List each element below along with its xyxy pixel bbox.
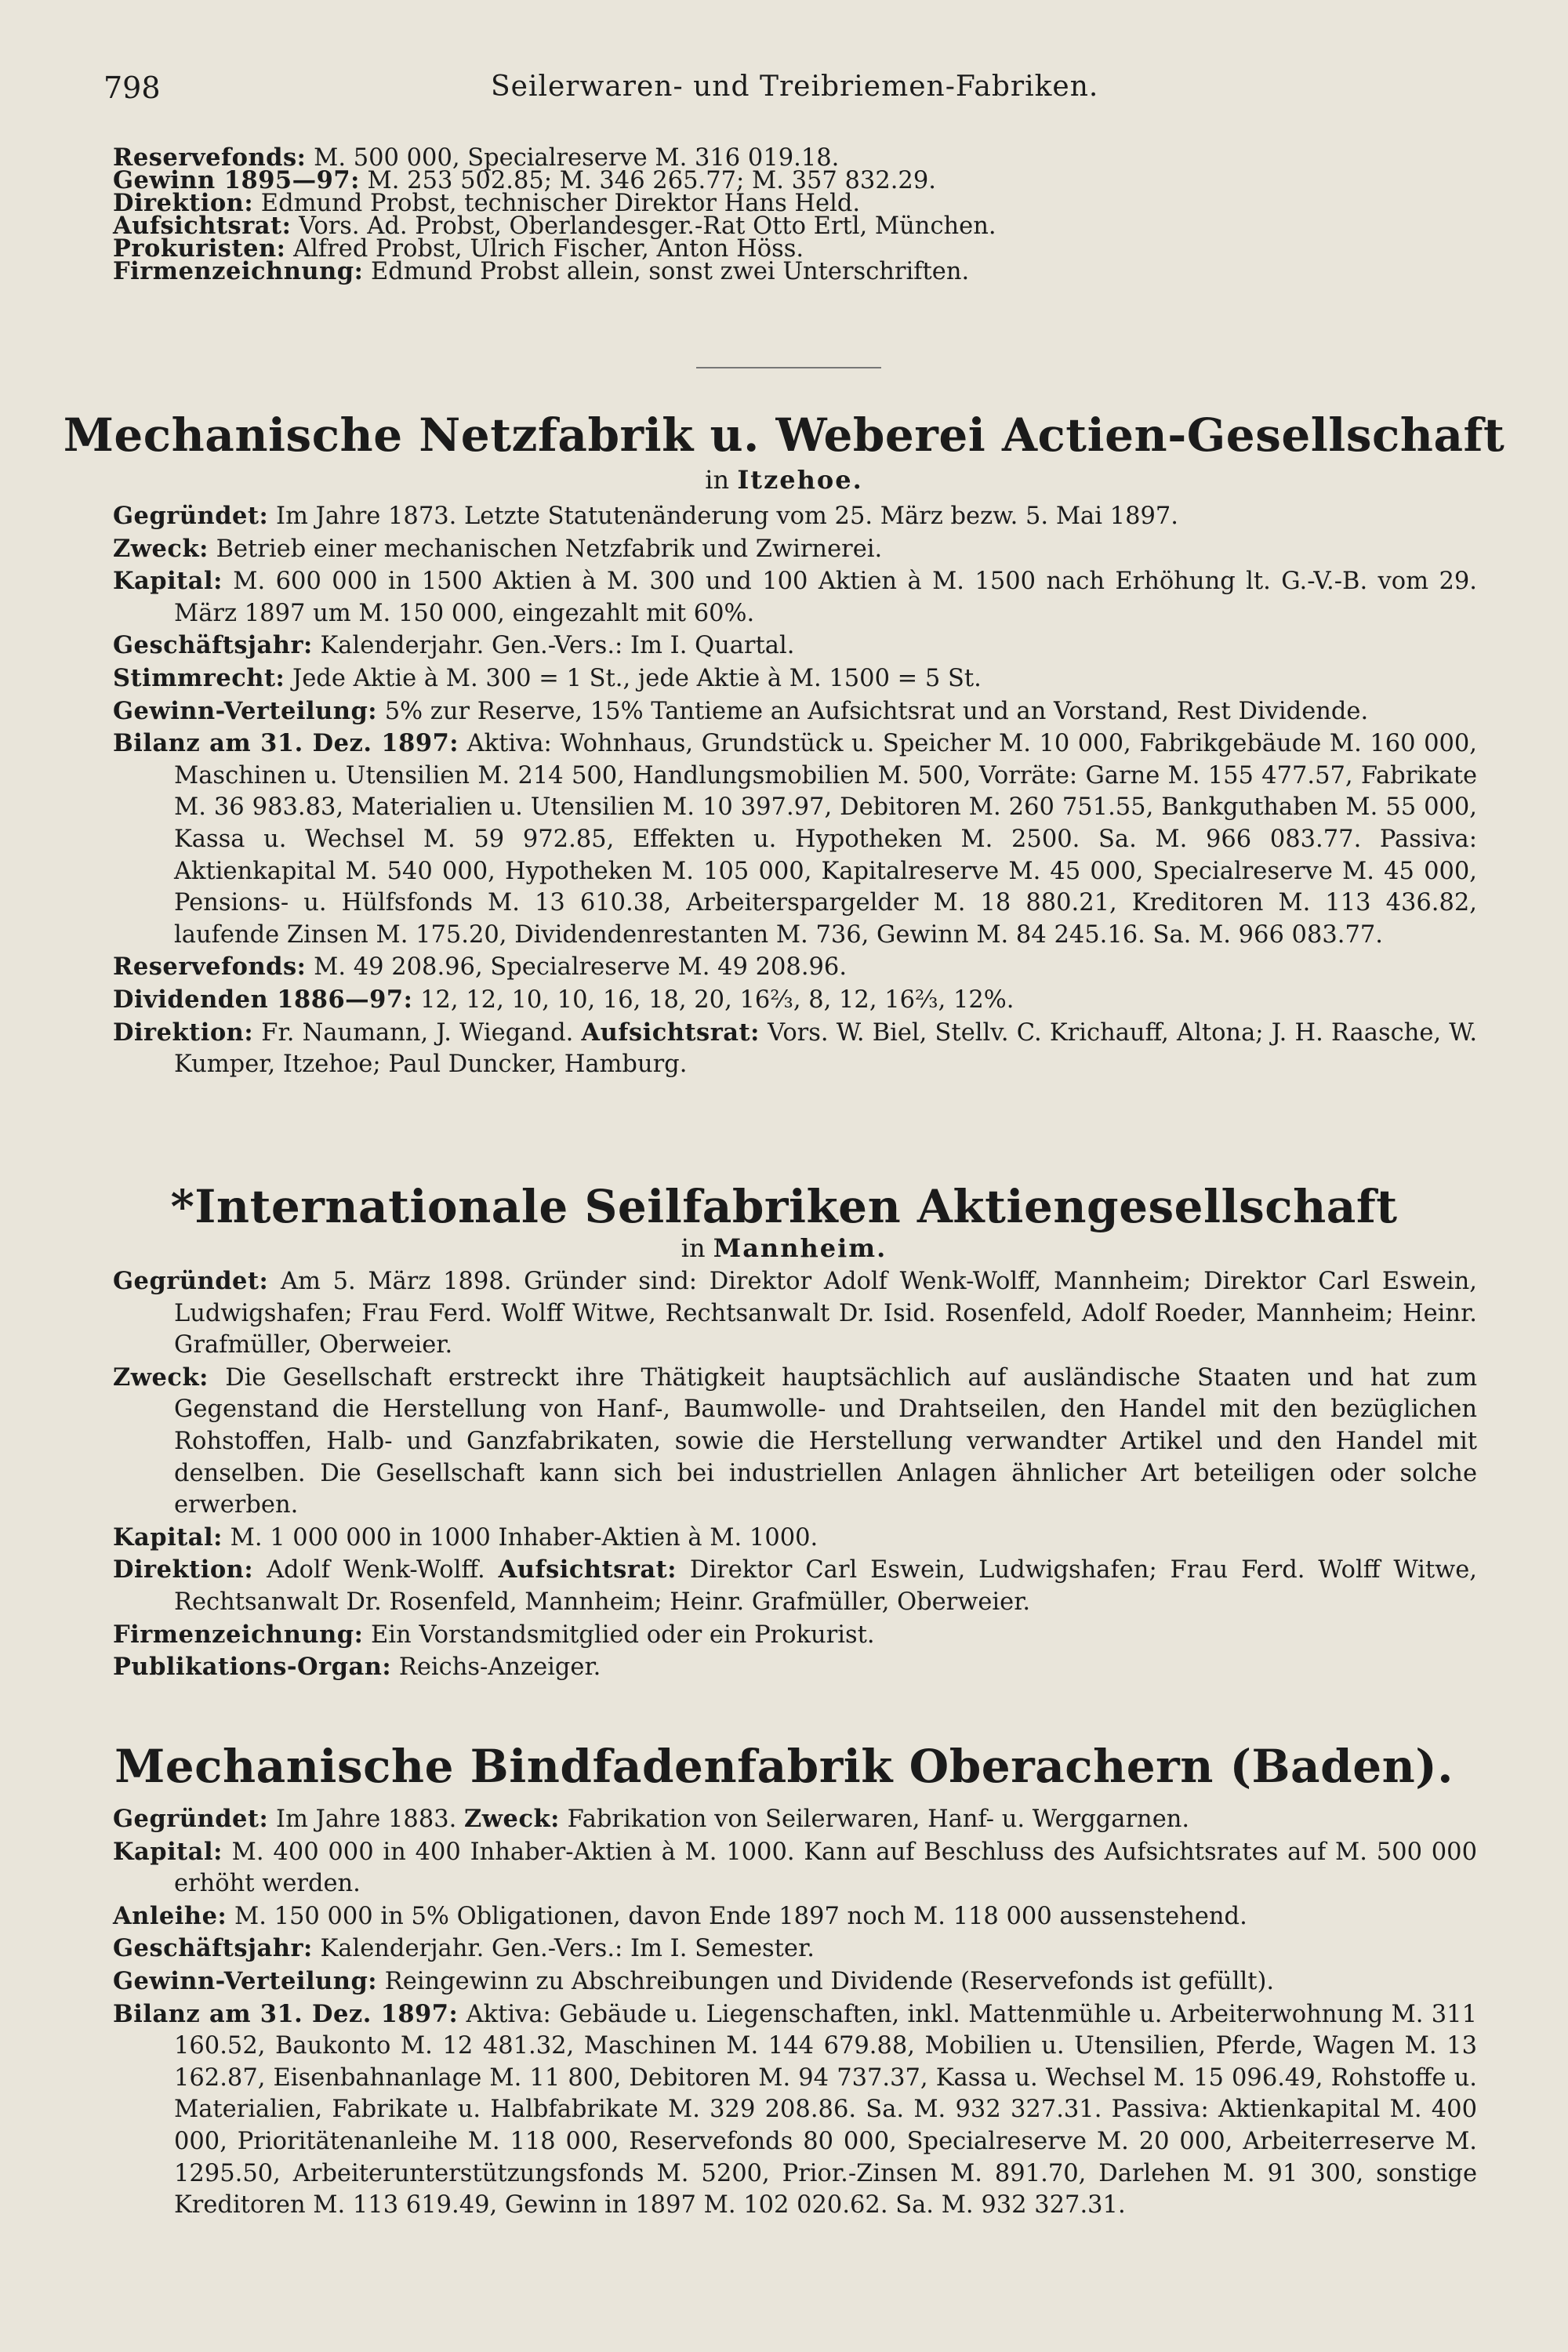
- company-title-seilfabriken: *Internationale Seilfabriken Aktiengesellschaft: [170, 1180, 1398, 1233]
- company-body-seilfabriken: [113, 1265, 1477, 1684]
- company-title-netzfabrik: Mechanische Netzfabrik u. Weberei Actien-Gesellschaft: [63, 408, 1505, 462]
- entry-anleihe: Anleihe: M. 150 000 in 5% Obligationen, davon Ende 1897 noch M. 118 000 aussenstehend.: [113, 1901, 1247, 1930]
- entry-prokuristen: Prokuristen: Alfred Probst, Ulrich Fischer, Anton Höss.: [113, 234, 804, 263]
- entry-gewinn-verteilung: Gewinn-Verteilung: 5% zur Reserve, 15% Tantieme an Aufsichtsrat und an Vorstand, Rest Dividende.: [113, 696, 1369, 725]
- entry-geschaeftsjahr: Geschäftsjahr: Kalenderjahr. Gen.-Vers.: Im I. Semester.: [113, 1934, 815, 1963]
- entry-firmenzeichnung: Firmenzeichnung: Ein Vorstandsmitglied oder ein Prokurist.: [113, 1620, 875, 1649]
- entry-gewinn: Gewinn 1895—97: M. 253 502.85; M. 346 265.77; M. 357 832.29.: [113, 166, 936, 194]
- running-title: Seilerwaren- und Treibriemen-Fabriken.: [491, 71, 1099, 103]
- entry-bilanz: Bilanz am 31. Dez. 1897: Aktiva: Wohnhaus, Grundstück u. Speicher M. 10 000, Fabrikgebäude M. 160 000, Maschinen u. Utensilien M. 214 500, Handlungsmobilien M. 500, Vorräte: Garne M. 155 477.57, Fabrikate M. 36 983.83, Materialien u. Utensilien M. 10 397.97, Debitoren M. 260 751.55, Bankguthaben M. 55 000, Kassa u. Wechsel M. 59 972.85, Effekten u. Hypotheken M. 2500. Sa. M. 966 083.77. Passiva: Aktienkapital M. 540 000, Hypotheken M. 105 000, Kapitalreserve M. 45 000, Specialreserve M. 45 000, Pensions- u. Hülfsfonds M. 13 610.38, Arbeiterspargelder M. 18 880.21, Kreditoren M. 113 436.82, laufende Zinsen M. 175.20, Dividendenrestanten M. 736, Gewinn M. 84 245.16. Sa. M. 966 083.77.: [113, 729, 1477, 949]
- divider-rule: [696, 367, 881, 368]
- company-body-netzfabrik: [113, 500, 1477, 1081]
- entry-stimmrecht: Stimmrecht: Jede Aktie à M. 300 = 1 St., jede Aktie à M. 1500 = 5 St.: [113, 663, 982, 692]
- company-title-bindfadenfabrik: Mechanische Bindfadenfabrik Oberachern (Baden).: [114, 1740, 1454, 1793]
- entry-gegruendet-zweck: Gegründet: Im Jahre 1883. Zweck: Fabrikation von Seilerwaren, Hanf- u. Werggarnen.: [113, 1805, 1190, 1833]
- company-location-mannheim: in Mannheim.: [681, 1233, 887, 1263]
- entry-direktion-aufsichtsrat: Direktion: Fr. Naumann, J. Wiegand. Aufsichtsrat: Vors. W. Biel, Stellv. C. Krichauff, Altona; J. H. Raasche, W. Kumper, Itzehoe; Paul Duncker, Hamburg.: [113, 1018, 1478, 1079]
- company-location-itzehoe: in Itzehoe.: [705, 465, 863, 495]
- entry-zweck: Zweck: Betrieb einer mechanischen Netzfabrik und Zwirnerei.: [113, 534, 883, 563]
- entry-direktion-aufsichtsrat: Direktion: Adolf Wenk-Wolff. Aufsichtsrat: Direktor Carl Eswein, Ludwigshafen; Frau Ferd. Wolff Witwe, Rechtsanwalt Dr. Rosenfeld, Mannheim; Heinr. Grafmüller, Oberweier.: [113, 1555, 1478, 1616]
- entry-aufsichtsrat: Aufsichtsrat: Vors. Ad. Probst, Oberlandesger.-Rat Otto Ertl, München.: [113, 212, 996, 240]
- page-number: 798: [103, 71, 161, 105]
- entry-geschaeftsjahr: Geschäftsjahr: Kalenderjahr. Gen.-Vers.: Im I. Quartal.: [113, 631, 795, 660]
- entry-gewinn-verteilung: Gewinn-Verteilung: Reingewinn zu Abschreibungen und Dividende (Reservefonds ist gefüllt).: [113, 1966, 1275, 1995]
- entry-firmenzeichnung: Firmenzeichnung: Edmund Probst allein, sonst zwei Unterschriften.: [113, 257, 970, 285]
- page-header: [103, 71, 1483, 110]
- entry-zweck: Zweck: Die Gesellschaft erstreckt ihre Thätigkeit hauptsächlich auf ausländische Staaten und hat zum Gegenstand die Herstellung von Hanf-, Baumwolle- und Drahtseilen, den Handel mit den bezüglichen Rohstoffen, Halb- und Ganzfabrikaten, sowie die Herstellung verwandter Artikel und den Handel mit denselben. Die Gesellschaft kann sich bei industriellen Anlagen ähnlicher Art beteiligen oder solche erwerben.: [113, 1363, 1477, 1519]
- entry-kapital: Kapital: M. 400 000 in 400 Inhaber-Aktien à M. 1000. Kann auf Beschluss des Aufsichtsrates auf M. 500 000 erhöht werden.: [113, 1837, 1477, 1898]
- entry-gegruendet: Gegründet: Im Jahre 1873. Letzte Statutenänderung vom 25. März bezw. 5. Mai 1897.: [113, 502, 1178, 530]
- entry-dividenden: Dividenden 1886—97: 12, 12, 10, 10, 16, 18, 20, 16⅔, 8, 12, 16⅔, 12%.: [113, 985, 1014, 1014]
- entry-bilanz: Bilanz am 31. Dez. 1897: Aktiva: Gebäude u. Liegenschaften, inkl. Mattenmühle u. Arbeiterwohnung M. 311 160.52, Baukonto M. 12 481.32, Maschinen M. 144 679.88, Mobilien u. Utensilien, Pferde, Wagen M. 13 162.87, Eisenbahnanlage M. 11 800, Debitoren M. 94 737.37, Kassa u. Wechsel M. 15 096.49, Rohstoffe u. Materialien, Fabrikate u. Halbfabrikate M. 329 208.86. Sa. M. 932 327.31. Passiva: Aktienkapital M. 400 000, Prioritätenanleihe M. 118 000, Reservefonds 80 000, Specialreserve M. 20 000, Arbeiterreserve M. 1295.50, Arbeiterunterstützungsfonds M. 5200, Prior.-Zinsen M. 891.70, Darlehen M. 91 300, sonstige Kreditoren M. 113 619.49, Gewinn in 1897 M. 102 020.62. Sa. M. 932 327.31.: [113, 1999, 1477, 2220]
- entry-kapital: Kapital: M. 600 000 in 1500 Aktien à M. 300 und 100 Aktien à M. 1500 nach Erhöhung lt. G.-V.-B. vom 29. März 1897 um M. 150 000, eingezahlt mit 60%.: [113, 567, 1477, 627]
- entry-reservefonds: Reservefonds: M. 49 208.96, Specialreserve M. 49 208.96.: [113, 953, 848, 982]
- entry-reservefonds: Reservefonds: M. 500 000, Specialreserve M. 316 019.18.: [113, 143, 840, 172]
- entry-publikations-organ: Publikations-Organ: Reichs-Anzeiger.: [113, 1653, 601, 1682]
- entry-direktion: Direktion: Edmund Probst, technischer Direktor Hans Held.: [113, 189, 861, 217]
- top-continuation: [113, 143, 1477, 285]
- entry-gegruendet: Gegründet: Am 5. März 1898. Gründer sind: Direktor Adolf Wenk-Wolff, Mannheim; Direktor Carl Eswein, Ludwigshafen; Frau Ferd. Wolff Witwe, Rechtsanwalt Dr. Isid. Rosenfeld, Adolf Roeder, Mannheim; Heinr. Grafmüller, Oberweier.: [113, 1267, 1477, 1359]
- company-body-bindfadenfabrik: [113, 1803, 1477, 2222]
- entry-kapital: Kapital: M. 1 000 000 in 1000 Inhaber-Aktien à M. 1000.: [113, 1523, 818, 1552]
